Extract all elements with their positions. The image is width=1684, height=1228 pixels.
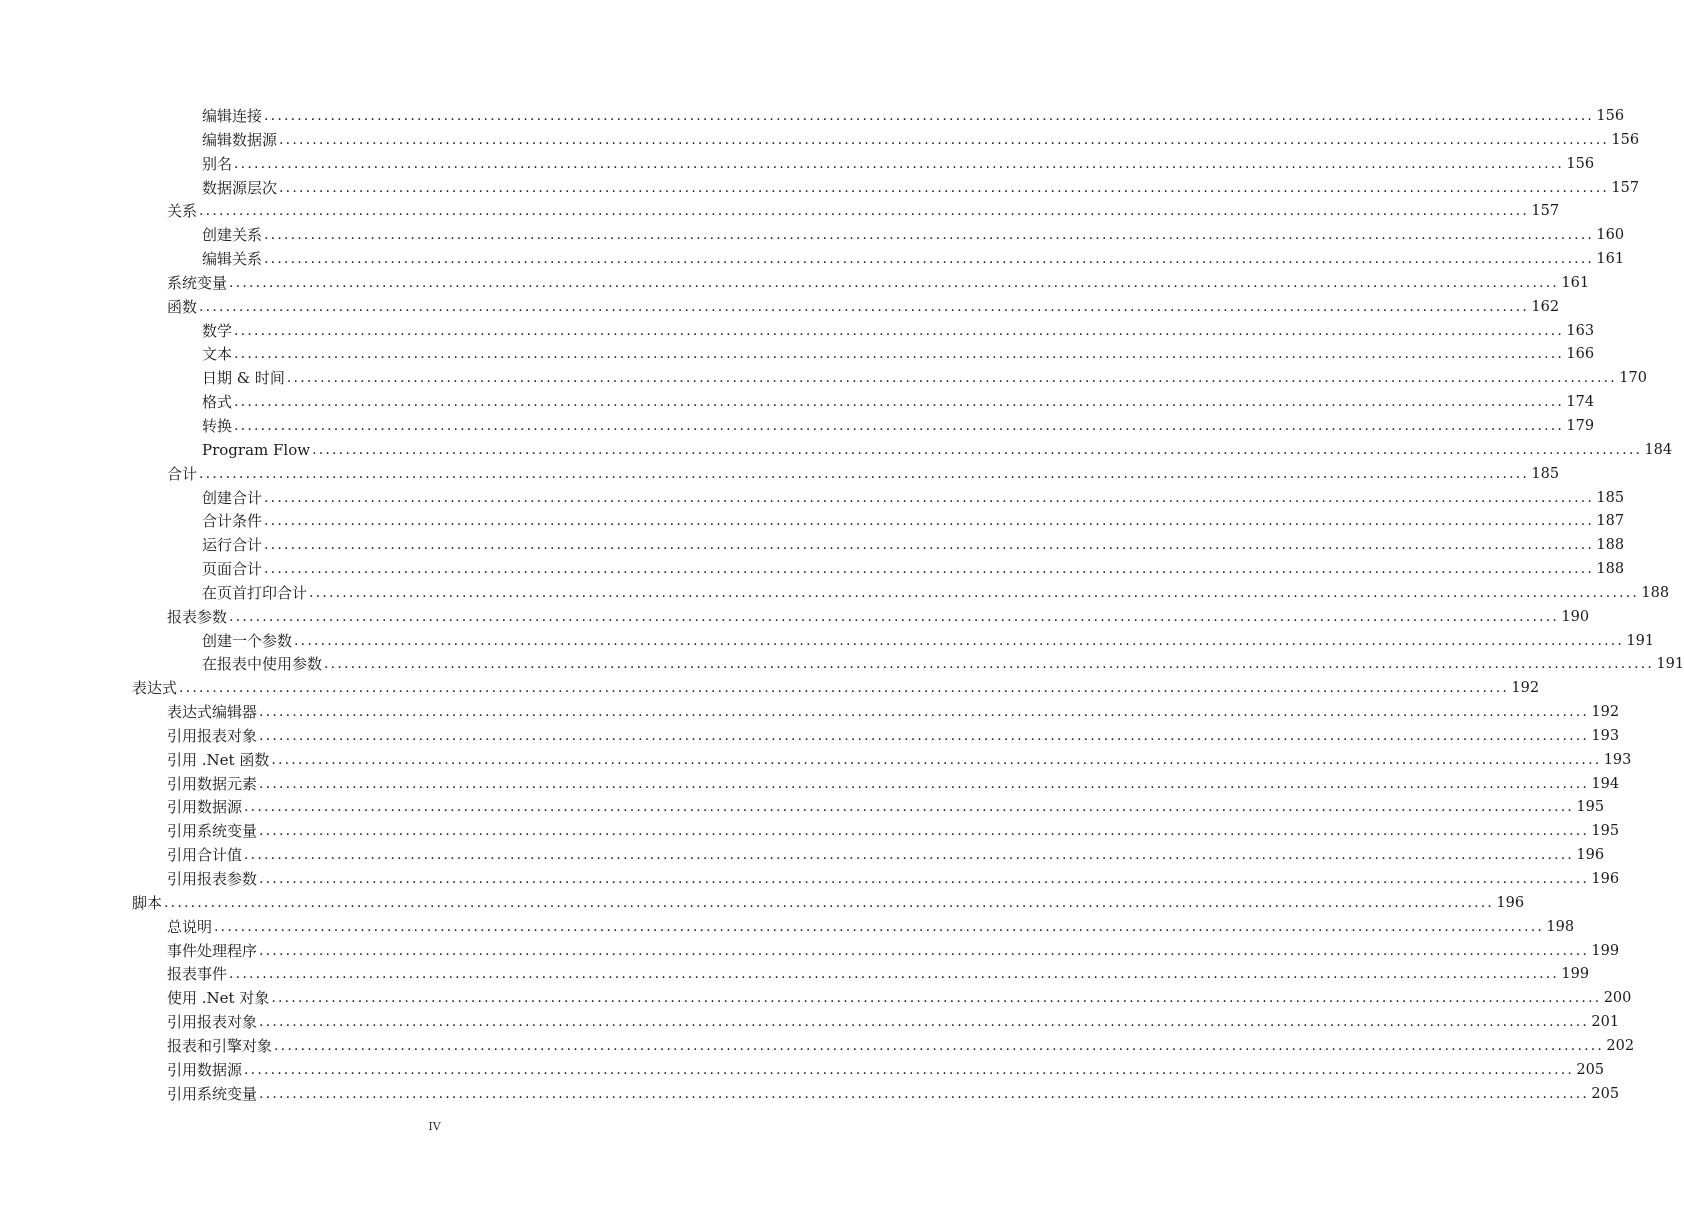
toc-entry[interactable] — [0, 725, 1620, 749]
toc-entry[interactable] — [0, 391, 1595, 415]
toc-entry-title: 在页首打印合计 — [202, 583, 308, 602]
toc-entry[interactable] — [0, 749, 1632, 773]
toc-entry-title: Program Flow — [202, 440, 311, 459]
toc-entry-title: 编辑连接 — [202, 107, 263, 125]
toc-entry-page: 196 — [1576, 847, 1605, 864]
dot-leader: ........................................................................................................................................................................................................ — [234, 394, 1565, 411]
toc-entry-page: 188 — [1596, 537, 1625, 554]
toc-entry-page: 161 — [1561, 274, 1590, 291]
dot-leader: ........................................................................................................................................................................................................ — [259, 1014, 1590, 1031]
dot-leader: ........................................................................................................................................................................................................ — [234, 155, 1565, 172]
toc-entry-page: 157 — [1611, 179, 1640, 196]
toc-entry-page: 193 — [1591, 727, 1620, 744]
toc-entry-page: 160 — [1596, 227, 1625, 244]
dot-leader: ........................................................................................................................................................................................................ — [271, 751, 1602, 768]
toc-entry-page: 196 — [1496, 894, 1525, 911]
toc-entry-page: 193 — [1603, 751, 1632, 768]
toc-entry[interactable] — [0, 1059, 1605, 1083]
dot-leader: ........................................................................................................................................................................................................ — [286, 370, 1617, 387]
toc-entry-page: 163 — [1566, 322, 1595, 339]
dot-leader: ........................................................................................................................................................................................................ — [271, 990, 1602, 1007]
dot-leader: ........................................................................................................................................................................................................ — [264, 489, 1595, 506]
dot-leader: ........................................................................................................................................................................................................ — [259, 823, 1590, 840]
toc-entry[interactable] — [0, 439, 1673, 463]
toc-entry-title: 引用数据源 — [167, 1060, 243, 1079]
toc-entry[interactable] — [0, 487, 1625, 511]
toc-entry-title: 脚本 — [132, 893, 163, 912]
dot-leader: ........................................................................................................................................................................................................ — [259, 871, 1590, 887]
toc-entry[interactable] — [0, 415, 1595, 439]
toc-entry[interactable] — [0, 177, 1640, 201]
toc-entry-title: 引用报表对象 — [167, 726, 258, 745]
toc-entry[interactable] — [0, 844, 1605, 868]
toc-entry-title: 日期 & 时间 — [202, 369, 285, 388]
dot-leader: ........................................................................................................................................................................................................ — [274, 1037, 1605, 1054]
dot-leader: ........................................................................................................................................................................................................ — [229, 274, 1560, 291]
dot-leader: ........................................................................................................................................................................................................ — [264, 227, 1595, 244]
toc-entry[interactable] — [0, 248, 1625, 272]
toc-entry-title: 引用合计值 — [167, 846, 243, 865]
toc-entry-page: 192 — [1511, 680, 1540, 697]
toc-entry-page: 179 — [1566, 417, 1595, 434]
toc-entry[interactable] — [0, 701, 1620, 725]
toc-entry[interactable] — [0, 963, 1590, 987]
toc-entry[interactable] — [0, 463, 1560, 487]
toc-entry-title: 页面合计 — [202, 560, 263, 579]
dot-leader: ........................................................................................................................................................................................................ — [312, 441, 1643, 458]
dot-leader: ........................................................................................................................................................................................................ — [259, 942, 1590, 959]
toc-entry-title: 转换 — [202, 416, 233, 435]
toc-entry-page: 157 — [1531, 203, 1560, 220]
toc-entry-page: 190 — [1561, 608, 1590, 625]
toc-entry[interactable] — [0, 105, 1625, 129]
toc-entry-title: 表达式 — [132, 679, 178, 698]
toc-entry[interactable] — [0, 367, 1647, 391]
toc-entry[interactable] — [0, 677, 1540, 701]
toc-entry-title: 引用系统变量 — [167, 1084, 258, 1103]
toc-entry[interactable] — [0, 558, 1625, 582]
dot-leader: ........................................................................................................................................................................................................ — [279, 179, 1610, 196]
dot-leader: ........................................................................................................................................................................................................ — [244, 799, 1575, 816]
toc-entry[interactable] — [0, 868, 1620, 892]
toc-entry[interactable] — [0, 796, 1605, 820]
toc-entry[interactable] — [0, 272, 1590, 296]
toc-entry[interactable] — [0, 606, 1590, 630]
dot-leader: ........................................................................................................................................................................................................ — [234, 346, 1565, 363]
dot-leader: ........................................................................................................................................................................................................ — [229, 608, 1560, 625]
dot-leader: ........................................................................................................................................................................................................ — [259, 704, 1590, 721]
toc-entry[interactable] — [0, 320, 1595, 344]
toc-entry[interactable] — [0, 153, 1595, 177]
dot-leader: ........................................................................................................................................................................................................ — [309, 584, 1640, 601]
toc-entry-title: 表达式编辑器 — [167, 703, 258, 722]
toc-entry-page: 161 — [1596, 251, 1625, 268]
toc-entry[interactable] — [0, 224, 1625, 248]
toc-entry-title: 别名 — [202, 154, 233, 173]
toc-entry-page: 199 — [1561, 966, 1590, 983]
toc-entry-title: 关系 — [167, 202, 198, 221]
dot-leader: ........................................................................................................................................................................................................ — [259, 1085, 1590, 1102]
toc-entry-page: 201 — [1591, 1014, 1620, 1031]
toc-entry-page: 188 — [1596, 561, 1625, 578]
toc-entry-title: 编辑关系 — [202, 250, 263, 269]
toc-entry[interactable] — [0, 129, 1640, 153]
toc-entry-page: 156 — [1566, 155, 1595, 172]
dot-leader: ........................................................................................................................................................................................................ — [264, 251, 1595, 268]
toc-entry-page: 205 — [1591, 1085, 1620, 1102]
toc-entry-page: 188 — [1641, 584, 1670, 601]
toc-entry-title: 数学 — [202, 321, 233, 340]
toc-entry-page: 195 — [1576, 799, 1605, 816]
toc-entry-title: 引用数据源 — [167, 798, 243, 817]
dot-leader: ........................................................................................................................................................................................................ — [259, 775, 1590, 792]
toc-entry-page: 191 — [1656, 656, 1684, 673]
dot-leader: ........................................................................................................................................................................................................ — [294, 632, 1625, 649]
toc-entry[interactable] — [0, 296, 1560, 320]
toc-entry-page: 192 — [1591, 704, 1620, 721]
toc-entry-title: 创建合计 — [202, 488, 263, 507]
toc-entry-page: 166 — [1566, 346, 1595, 363]
toc-entry-page: 195 — [1591, 823, 1620, 840]
toc-entry-title: 数据源层次 — [202, 178, 278, 197]
toc-entry-title: 创建关系 — [202, 226, 263, 245]
toc-entry-page: 170 — [1619, 370, 1647, 387]
toc-entry-title: 创建一个参数 — [202, 631, 293, 650]
toc-entry[interactable] — [0, 343, 1595, 367]
dot-leader: ........................................................................................................................................................................................................ — [199, 298, 1530, 315]
toc-entry[interactable] — [0, 916, 1575, 940]
toc-entry-title: 系统变量 — [167, 273, 228, 292]
toc-entry-title: 合计条件 — [202, 512, 263, 531]
toc-entry-title: 编辑数据源 — [202, 130, 278, 149]
toc-entry-page: 174 — [1566, 394, 1595, 411]
toc-entry-title: 引用 .Net 函数 — [167, 750, 270, 769]
dot-leader: ........................................................................................................................................................................................................ — [229, 966, 1560, 983]
toc-entry-title: 合计 — [167, 464, 198, 483]
toc-entry-page: 198 — [1546, 918, 1575, 935]
toc-entry-title: 总说明 — [167, 917, 213, 936]
toc-entry-page: 205 — [1576, 1061, 1605, 1078]
toc-entry[interactable] — [0, 892, 1525, 916]
dot-leader: ........................................................................................................................................................................................................ — [244, 847, 1575, 864]
toc-entry-title: 引用系统变量 — [167, 822, 258, 841]
toc-entry[interactable] — [0, 534, 1625, 558]
dot-leader: ........................................................................................................................................................................................................ — [264, 561, 1595, 578]
toc-entry-page: 194 — [1591, 775, 1620, 792]
toc-entry-page: 185 — [1531, 465, 1560, 482]
toc-entry-page: 187 — [1596, 513, 1625, 530]
dot-leader: ........................................................................................................................................................................................................ — [164, 894, 1495, 911]
dot-leader: ........................................................................................................................................................................................................ — [199, 465, 1530, 482]
toc-entry-page: 184 — [1644, 441, 1673, 458]
toc-entry-page: 156 — [1611, 131, 1640, 148]
dot-leader: ........................................................................................................................................................................................................ — [264, 108, 1595, 124]
dot-leader: ........................................................................................................................................................................................................ — [214, 918, 1545, 935]
toc-entry-page: 156 — [1596, 108, 1625, 124]
toc-entry-title: 运行合计 — [202, 536, 263, 555]
toc-entry[interactable] — [0, 1083, 1620, 1107]
dot-leader: ........................................................................................................................................................................................................ — [324, 656, 1655, 673]
toc-entry-page: 200 — [1603, 990, 1632, 1007]
toc-entry-page: 199 — [1591, 942, 1620, 959]
dot-leader: ........................................................................................................................................................................................................ — [264, 537, 1595, 554]
toc-entry-title: 事件处理程序 — [167, 941, 258, 960]
page-number: IV — [428, 1120, 441, 1133]
toc-entry[interactable] — [0, 510, 1625, 534]
toc-entry-title: 格式 — [202, 393, 233, 412]
toc-entry[interactable] — [0, 200, 1560, 224]
toc-entry-title: 报表事件 — [167, 965, 228, 984]
toc-entry[interactable] — [0, 582, 1670, 606]
toc-entry-title: 引用报表对象 — [167, 1013, 258, 1032]
table-of-contents — [0, 105, 1684, 1106]
toc-entry-title: 报表参数 — [167, 607, 228, 626]
toc-entry-page: 162 — [1531, 298, 1560, 315]
toc-entry[interactable] — [0, 820, 1620, 844]
toc-entry-title: 文本 — [202, 345, 233, 364]
toc-entry-page: 196 — [1591, 871, 1620, 887]
toc-entry[interactable] — [0, 653, 1684, 677]
dot-leader: ........................................................................................................................................................................................................ — [259, 727, 1590, 744]
toc-entry-page: 202 — [1606, 1037, 1635, 1054]
toc-entry-title: 在报表中使用参数 — [202, 655, 323, 674]
dot-leader: ........................................................................................................................................................................................................ — [279, 131, 1610, 148]
toc-entry-page: 185 — [1596, 489, 1625, 506]
dot-leader: ........................................................................................................................................................................................................ — [179, 680, 1510, 697]
toc-entry-page: 191 — [1626, 632, 1655, 649]
toc-entry-title: 使用 .Net 对象 — [167, 989, 270, 1008]
toc-entry-title: 引用数据元素 — [167, 774, 258, 793]
toc-entry[interactable] — [0, 940, 1620, 964]
toc-entry[interactable] — [0, 1035, 1635, 1059]
toc-entry-title: 引用报表参数 — [167, 870, 258, 888]
toc-entry-title: 函数 — [167, 297, 198, 316]
dot-leader: ........................................................................................................................................................................................................ — [264, 513, 1595, 530]
toc-entry[interactable] — [0, 630, 1655, 654]
toc-entry-title: 报表和引擎对象 — [167, 1036, 273, 1055]
dot-leader: ........................................................................................................................................................................................................ — [234, 417, 1565, 434]
dot-leader: ........................................................................................................................................................................................................ — [199, 203, 1530, 220]
toc-entry[interactable] — [0, 1011, 1620, 1035]
dot-leader: ........................................................................................................................................................................................................ — [244, 1061, 1575, 1078]
dot-leader: ........................................................................................................................................................................................................ — [234, 322, 1565, 339]
toc-entry[interactable] — [0, 773, 1620, 797]
toc-entry[interactable] — [0, 987, 1632, 1011]
